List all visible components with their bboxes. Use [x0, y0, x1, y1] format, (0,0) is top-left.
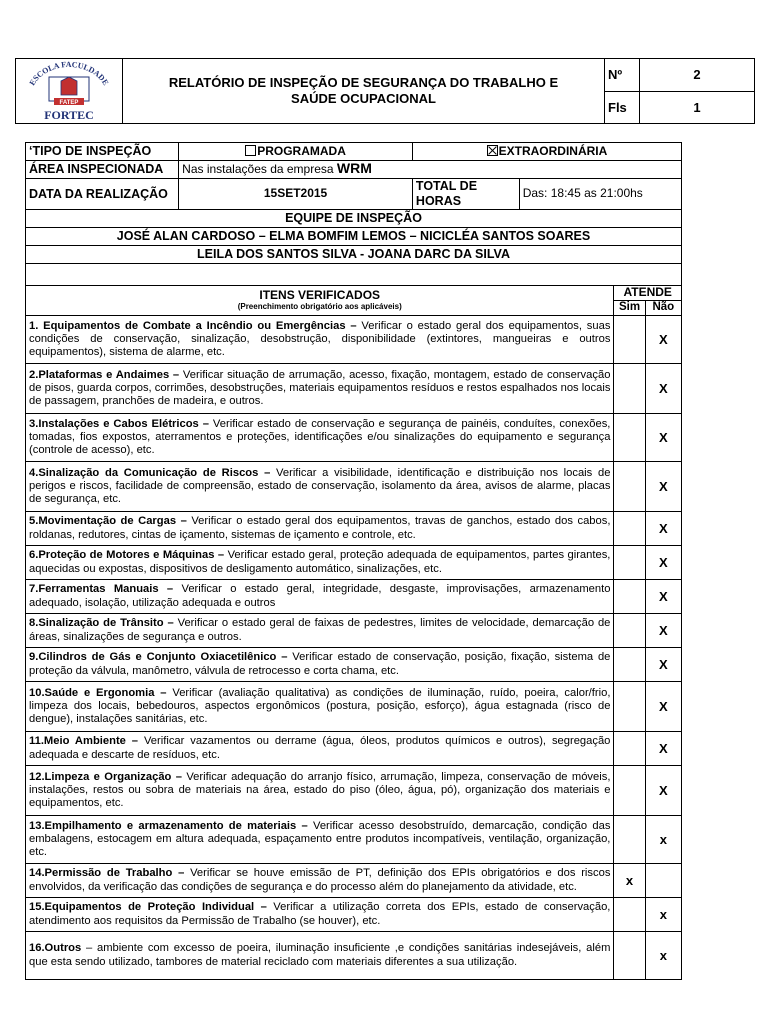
table-row: [26, 864, 682, 898]
item-text: Verificar se houve emissão de PT, definição dos EPIs obrigatórios e dos riscos envolvidos, da verificação das condições de segurança e do processo além do planejamento da atividade, etc.: [29, 867, 611, 893]
item-yes-mark[interactable]: [614, 732, 645, 766]
item-description: [26, 682, 614, 732]
item-no-mark[interactable]: X: [645, 682, 681, 732]
item-text: Verificar (avaliação qualitativa) as condições de iluminação, ruído, poeira, calor/frio, limpeza dos locais, bebedouros, aspectos ergonômicos (postura, posição, esforço), água estagnada (risco de dengue), instalações sanitárias, etc.: [29, 686, 611, 726]
item-title: 2.Plataformas e Andaimes –: [29, 368, 180, 381]
team-line2: LEILA DOS SANTOS SILVA - JOANA DARC DA SILVA: [26, 246, 682, 264]
item-title: 6.Proteção de Motores e Máquinas –: [29, 549, 225, 562]
checkbox-programmed[interactable]: [245, 145, 256, 156]
table-row: [26, 732, 682, 766]
item-title: 7.Ferramentas Manuais –: [29, 583, 174, 596]
item-description: [26, 932, 614, 980]
item-yes-mark[interactable]: [614, 648, 645, 682]
report-title-line2: SAÚDE OCUPACIONAL: [291, 91, 436, 106]
item-description: [26, 580, 614, 614]
item-title: 10.Saúde e Ergonomia –: [29, 686, 167, 699]
item-description: [26, 462, 614, 512]
no-label: Não: [645, 301, 681, 316]
sheet-value: 1: [640, 91, 755, 124]
hours-value: Das: 18:45 as 21:00hs: [519, 179, 681, 210]
item-no-mark[interactable]: X: [645, 614, 681, 648]
table-row: [26, 316, 682, 364]
team-line2-row: [26, 246, 682, 264]
team-title: EQUIPE DE INSPEÇÃO: [26, 210, 682, 228]
item-text: Verificar estado geral, proteção adequada de equipamentos, partes girantes, aquecidas ou expostas, dispositivos de desligamento automático, sinalizações, etc.: [29, 549, 611, 575]
item-yes-mark[interactable]: [614, 682, 645, 732]
item-title: 12.Limpeza e Organização –: [29, 770, 182, 783]
item-description: [26, 648, 614, 682]
table-row: [26, 546, 682, 580]
item-text: Verificar acesso desobstruído, demarcação, condição das embalagens, estocagem em altura adequada, espaçamento entre produtos incompatíveis, ventilação, organização, etc.: [29, 819, 611, 859]
item-no-mark[interactable]: x: [645, 932, 681, 980]
team-title-row: [26, 210, 682, 228]
item-yes-mark[interactable]: [614, 414, 645, 462]
team-line1-row: [26, 228, 682, 246]
item-description: [26, 816, 614, 864]
checkbox-extraordinary[interactable]: [487, 145, 498, 156]
item-no-mark[interactable]: X: [645, 414, 681, 462]
item-title: 8.Sinalização de Trânsito –: [29, 617, 174, 630]
logo-brand-text: FORTEC: [44, 108, 94, 122]
report-title: [123, 59, 605, 124]
item-yes-mark[interactable]: [614, 512, 645, 546]
number-label: Nº: [605, 59, 640, 92]
item-text: Verificar o estado geral dos equipamentos, travas de ganchos, estado dos cabos, roldanas, redutores, cintas de içamento, sistemas de içamento e controle, etc.: [29, 515, 611, 541]
area-value-text: Nas instalações da empresa: [182, 162, 337, 177]
team-line1: JOSÉ ALAN CARDOSO – ELMA BOMFIM LEMOS – NICICLÉA SANTOS SOARES: [26, 228, 682, 246]
hours-label: TOTAL DE HORAS: [412, 179, 519, 210]
item-no-mark[interactable]: X: [645, 732, 681, 766]
item-text: Verificar vazamentos ou derrame (água, óleos, produtos químicos e outros), segregação adequada e descarte de resíduos, etc.: [29, 735, 611, 761]
table-row: [26, 580, 682, 614]
option-programmed-label: PROGRAMADA: [257, 143, 346, 158]
item-no-mark[interactable]: x: [645, 816, 681, 864]
item-title: 11.Meio Ambiente –: [29, 735, 139, 748]
item-title: 5.Movimentação de Cargas –: [29, 515, 187, 528]
item-description: [26, 766, 614, 816]
area-label: ÁREA INSPECIONADA: [26, 161, 179, 179]
sheet-label: Fls: [605, 91, 640, 124]
school-logo: [19, 59, 119, 123]
table-row: [26, 414, 682, 462]
area-row: [26, 161, 682, 179]
item-title: 15.Equipamentos de Proteção Individual –: [29, 901, 267, 914]
option-extraordinary[interactable]: [412, 143, 681, 161]
date-label: DATA DA REALIZAÇÃO: [26, 179, 179, 210]
date-value: 15SET2015: [179, 179, 413, 210]
number-value: 2: [640, 59, 755, 92]
item-no-mark[interactable]: X: [645, 546, 681, 580]
table-row: [26, 816, 682, 864]
items-subtitle: (Preenchimento obrigatório aos aplicáveis): [237, 302, 402, 312]
table-row: [26, 648, 682, 682]
item-title: 4.Sinalização da Comunicação de Riscos –: [29, 466, 271, 479]
item-title: 9.Cilindros de Gás e Conjunto Oxiacetilênico –: [29, 651, 288, 664]
table-row: [26, 614, 682, 648]
item-description: [26, 614, 614, 648]
item-no-mark[interactable]: X: [645, 462, 681, 512]
report-header: [15, 58, 755, 124]
logo-badge-text: FATEP: [59, 100, 79, 106]
table-row: [26, 682, 682, 732]
item-yes-mark[interactable]: [614, 816, 645, 864]
item-no-mark[interactable]: x: [645, 898, 681, 932]
item-yes-mark[interactable]: [614, 898, 645, 932]
items-title: ITENS VERIFICADOS: [259, 287, 381, 302]
item-yes-mark[interactable]: [614, 364, 645, 414]
logo-arc-text: ESCOLA FACULDADE: [27, 59, 111, 88]
logo-shield-icon: [61, 77, 77, 95]
items-header: [26, 286, 614, 316]
item-no-mark[interactable]: [645, 864, 681, 898]
item-no-mark[interactable]: X: [645, 766, 681, 816]
item-description: [26, 364, 614, 414]
item-text: Verificar a utilização correta dos EPIs, estado de conservação, atendimento aos requisitos da Permissão de Trabalho (se houver), etc.: [29, 901, 611, 927]
logo-cell: [16, 59, 123, 124]
empty-cell: [26, 264, 682, 286]
item-text: Verificar a visibilidade, identificação e distribuição nos locais de perigos e riscos, facilidade de compreensão, estado de conservação, isolamento da área, avisos de alarme, placas de segurança, etc.: [29, 466, 611, 506]
item-text: – ambiente com excesso de poeira, iluminação insuficiente ,e condições sanitárias indesejáveis, além que esta sendo utilizado, tambores de material reciclado com materiais diferentes a sua utilização.: [29, 942, 611, 968]
table-row: [26, 766, 682, 816]
item-yes-mark[interactable]: [614, 766, 645, 816]
item-text: Verificar o estado geral de faixas de pedestres, limites de velocidade, demarcação de áreas, sinalizações de segurança e outros.: [29, 617, 611, 643]
item-no-mark[interactable]: X: [645, 580, 681, 614]
item-yes-mark[interactable]: [614, 316, 645, 364]
item-description: [26, 316, 614, 364]
item-description: [26, 546, 614, 580]
item-yes-mark[interactable]: [614, 614, 645, 648]
item-no-mark[interactable]: X: [645, 648, 681, 682]
area-value: [179, 161, 682, 179]
inspection-table: [25, 142, 682, 980]
area-company: WRM: [336, 160, 372, 177]
item-yes-mark[interactable]: x: [614, 864, 645, 898]
item-title: 1. Equipamentos de Combate a Incêndio ou Emergências –: [29, 319, 357, 332]
table-row: [26, 512, 682, 546]
inspection-type-row: [26, 143, 682, 161]
item-no-mark[interactable]: X: [645, 316, 681, 364]
table-row: [26, 898, 682, 932]
item-description: [26, 732, 614, 766]
item-text: Verificar adequação do arranjo físico, arrumação, limpeza, conservação de móveis, instalações, restos ou sobra de materiais na área, estado do piso (óleo, água, pó), organização dos materiais e equipamentos, etc.: [29, 770, 611, 810]
option-extraordinary-label: EXTRAORDINÁRIA: [498, 143, 608, 158]
spacer-row: [26, 264, 682, 286]
item-title: 3.Instalações e Cabos Elétricos –: [29, 417, 209, 430]
items-header-row: [26, 286, 682, 301]
item-no-mark[interactable]: X: [645, 364, 681, 414]
item-yes-mark[interactable]: [614, 932, 645, 980]
item-text: Verificar o estado geral dos equipamentos, suas condições de conservação, sinalização, desobstrução, disponibilidade (extintores, mangueiras e outros equipamentos), sistema de alarme, etc.: [29, 319, 611, 359]
items-list: [26, 316, 682, 980]
table-row: [26, 932, 682, 980]
item-text: Verificar situação de arrumação, acesso, fixação, montagem, estado de conservação de pisos, guarda corpos, corrimões, desobstruções, materiais equipamentos resíduos e restos espalhados nos locais de passagem, pranchões de madeira, e outros.: [29, 368, 611, 408]
table-row: [26, 364, 682, 414]
date-row: [26, 179, 682, 210]
item-text: Verificar estado de conservação, posição, fixação, sistema de proteção da válvula, manômetro, válvula de retrocesso e corta chama, etc.: [29, 651, 611, 677]
attends-label: ATENDE: [614, 286, 682, 301]
item-yes-mark[interactable]: [614, 462, 645, 512]
table-row: [26, 462, 682, 512]
inspection-type-label: ‘TIPO DE INSPEÇÃO: [26, 143, 179, 161]
report-title-line1: RELATÓRIO DE INSPEÇÃO DE SEGURANÇA DO TRABALHO E: [168, 75, 559, 90]
item-text: Verificar o estado geral, integridade, desgaste, improvisações, armazenamento adequado, isolação, utilização adequada e outros: [29, 583, 611, 609]
item-description: [26, 864, 614, 898]
item-description: [26, 898, 614, 932]
item-title: 14.Permissão de Trabalho –: [29, 867, 185, 880]
option-programmed[interactable]: [179, 143, 413, 161]
item-no-mark[interactable]: X: [645, 512, 681, 546]
item-yes-mark[interactable]: [614, 580, 645, 614]
item-title: 13.Empilhamento e armazenamento de materiais –: [29, 819, 308, 832]
item-text: Verificar estado de conservação e segurança de painéis, conduítes, conexões, tomadas, fios expostos, aterramentos e proteções, identificações e/ou sinalizações do equipamento e segurança (controle de acesso), etc.: [29, 417, 611, 457]
item-description: [26, 512, 614, 546]
item-title: 16.Outros: [29, 942, 82, 955]
item-yes-mark[interactable]: [614, 546, 645, 580]
item-description: [26, 414, 614, 462]
yes-label: Sim: [614, 301, 645, 316]
